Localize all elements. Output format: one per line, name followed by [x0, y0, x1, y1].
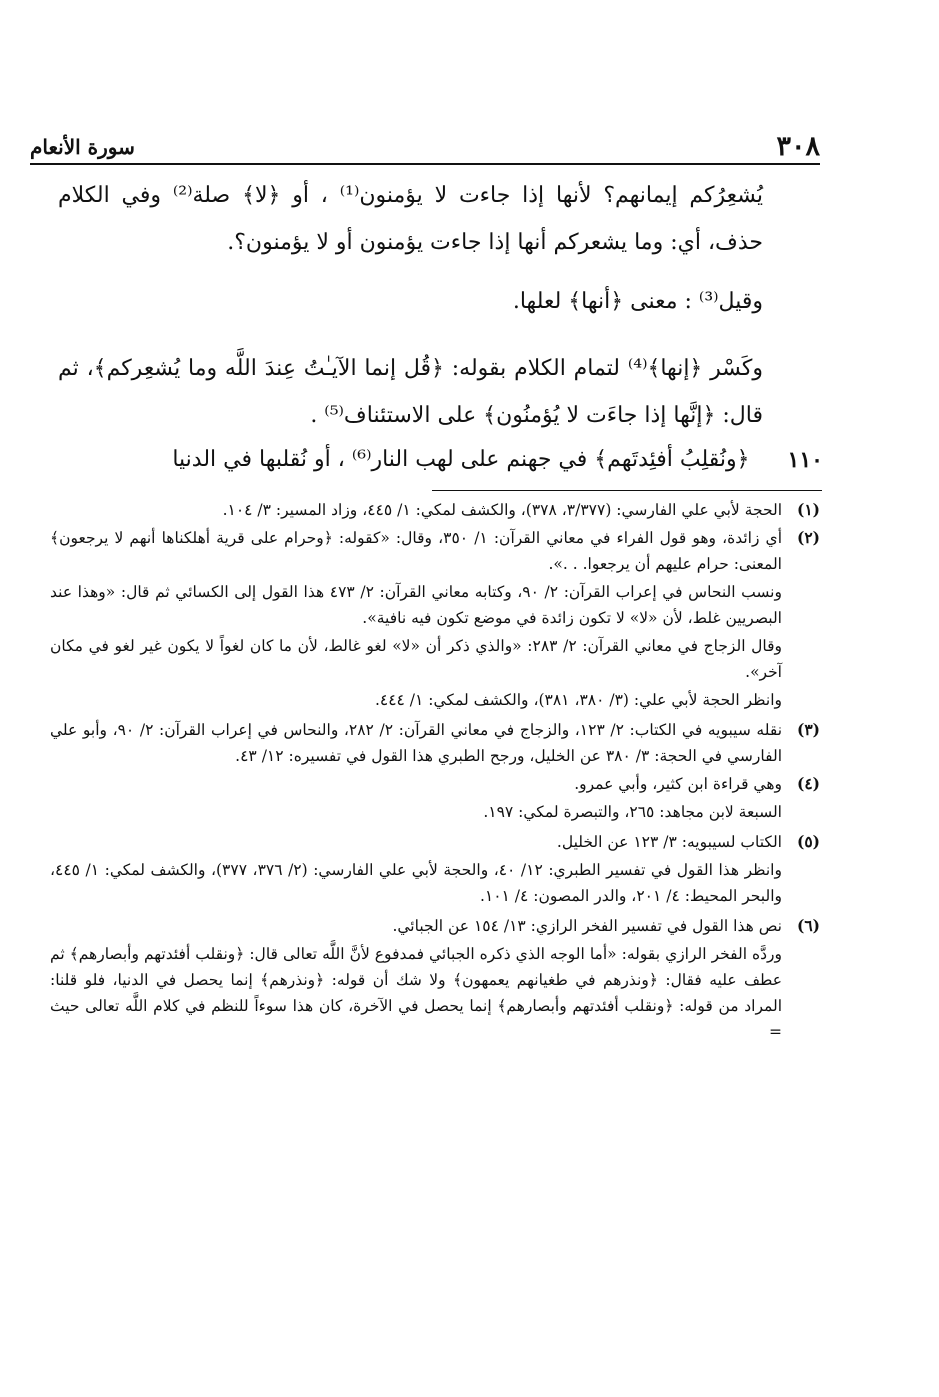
footnote-text: الكتاب لسيبويه: ٣/ ١٢٣ عن الخليل. [556, 833, 782, 851]
footnote-text: وانظر هذا القول في تفسير الطبري: ١٢/ ٤٠، والحجة لأبي علي الفارسي: (٢/ ٣٧٦، ٣٧٧)، والكشف لمكي: ١/ ٤٤٥، والبحر المحيط: ٤/ ٢٠١، والدر المصون: ٤/ ١٠١. [50, 861, 782, 905]
footnote-text: ونسب النحاس في إعراب القرآن: ٢/ ٩٠، وكتابه معاني القرآن: ٢/ ٤٧٣ هذا القول إلى الكسائي ثم قال: «وهذا عند البصريين غلط، لأن «لا» لا تكون زائدة في موضع تكون فيه نافية». [50, 583, 782, 627]
footnote-text: وقال الزجاج في معاني القرآن: ٢/ ٢٨٣: «والذي ذكر أن «لا» لغو غالط، لأن ما كان لغواً لا يكون غير لغو في مكان آخر». [50, 637, 783, 681]
footnote-mark: (٥) [796, 832, 820, 851]
footnote-2 [50, 525, 820, 715]
footnote-1 [50, 497, 820, 523]
footnote-text: وانظر الحجة لأبي علي: (٣/ ٣٨٠، ٣٨١)، والكشف لمكي: ١/ ٤٤٤. [374, 691, 782, 709]
body-paragraph-1: يُشعِرُكم إيمانهم؟ لأنها إذا جاءت لا يؤمنون⁽¹⁾ ، أو ﴿لا﴾ صلة⁽²⁾ وفي الكلام حذف، أي: وما يشعركم أنها إذا جاءت يؤمنون أو لا يؤمنون؟. [58, 183, 764, 255]
footnote-text: وهي قراءة ابن كثير، وأبي عمرو. [574, 775, 782, 793]
footnote-3 [50, 717, 820, 769]
footnote-mark: (٢) [796, 528, 820, 547]
page-header [30, 128, 820, 162]
footnote-5 [50, 829, 820, 911]
footnote-mark: (١) [796, 500, 820, 519]
footnote-separator [432, 490, 822, 491]
verse-text: ﴿ونُقلِبُ أفئِدتَهم﴾ في جهنم على لهب النار⁽⁶⁾ ، أو نُقلبها في الدنيا [172, 447, 750, 472]
footnote-text: وردَّه الفخر الرازي بقوله: «أما الوجه الذي ذكره الجبائي فمدفوع لأنَّ اللَّه تعالى قال: ﴿ونقلب أفئدتهم وأبصارهم﴾ ثم عطف عليه فقال: ﴿ونذرهم في طغيانهم يعمهون﴾ ولا شك أن قوله: ﴿ونذرهم﴾ إنما يحصل في الدنيا، فلو قلنا: المراد من قوله: ﴿ونقلب أفئدتهم وأبصارهم﴾ إنما يحصل في الآخرة، كان هذا سوءاً للنظم في كلام اللَّه تعالى حيث = [50, 945, 782, 1041]
footnote-text: السبعة لابن مجاهد: ٢٦٥، والتبصرة لمكي: ١٩٧. [483, 803, 782, 821]
footnote-mark: (٤) [796, 774, 820, 793]
body-paragraph-3: وكَسْر ﴿إنها﴾⁽⁴⁾ لتمام الكلام بقوله: ﴿قُل إنما الآيـٰتُ عِندَ اللَّه وما يُشعِركم﴾، ثم قال: ﴿إنَّها إذا جاءَت لا يُؤمنُون﴾ على الاستئناف⁽⁵⁾ . [58, 356, 764, 428]
body-paragraph-2: وقيل⁽³⁾ : معنى ﴿أنها﴾ لعلها. [512, 289, 763, 314]
verse-number: ١١٠ [787, 447, 823, 473]
header-rule [30, 163, 820, 165]
footnote-mark: (٣) [796, 720, 820, 739]
verse-line [58, 436, 823, 484]
footnote-6 [50, 913, 820, 1047]
footnote-mark: (٦) [796, 916, 820, 935]
footnote-text: الحجة لأبي علي الفارسي: (٣/٣٧٧، ٣٧٨)، والكشف لمكي: ١/ ٤٤٥، وزاد المسير: ٣/ ١٠٤. [222, 501, 782, 519]
footnote-text: نقله سيبويه في الكتاب: ٢/ ١٢٣، والزجاج في معاني القرآن: ٢/ ٢٨٢، والنحاس في إعراب القرآن: ٢/ ٩٠، وأبو علي الفارسي في الحجة: ٣/ ٣٨٠ عن الخليل، ورجح الطبري هذا القول في تفسيره: ١٢/ ٤٣. [50, 721, 783, 765]
footnote-text: نص هذا القول في تفسير الفخر الرازي: ١٣/ ١٥٤ عن الجبائي. [392, 917, 782, 935]
main-text [58, 172, 763, 451]
footnotes [50, 497, 820, 1049]
footnote-text: أي زائدة، وهو قول الفراء في معاني القرآن: ١/ ٣٥٠، وقال: «كقوله: ﴿وحرام على قرية أهلكناها أنهم لا يرجعون﴾ المعنى: حرام عليهم أن يرجعوا. . .». [50, 529, 782, 573]
surah-title: سورة الأنعام [30, 135, 135, 159]
footnote-4 [50, 771, 820, 827]
page-number: ٣٠٨ [776, 131, 820, 162]
